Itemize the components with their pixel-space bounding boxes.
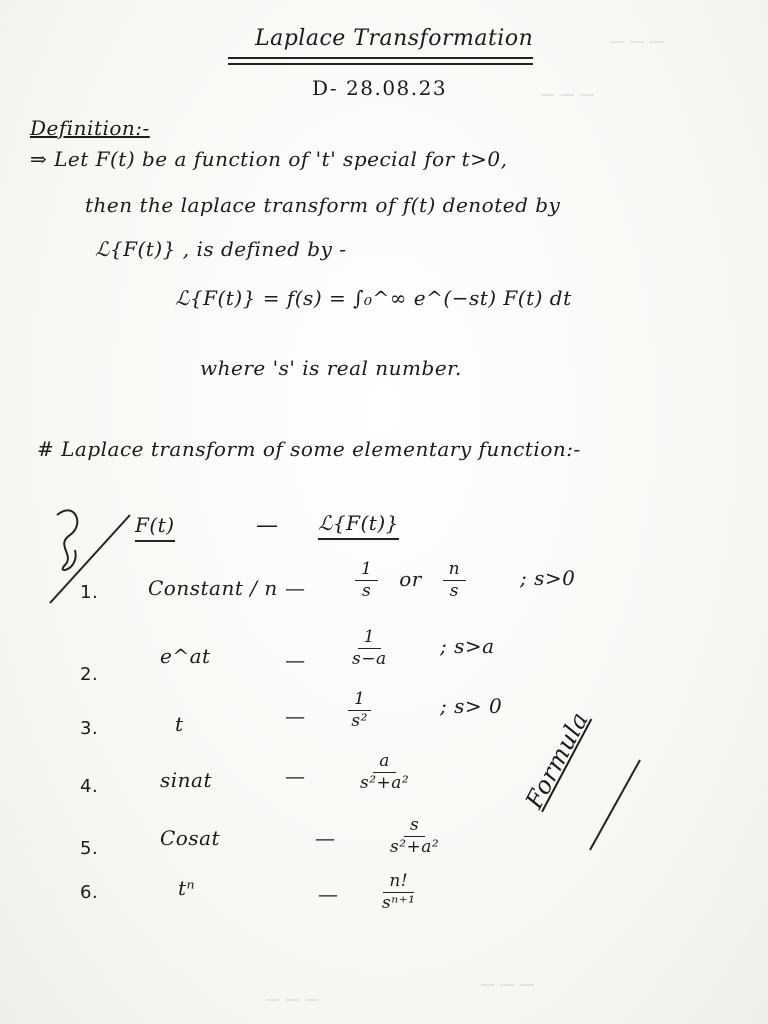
row-number: 6. (80, 882, 99, 903)
row-dash: — (285, 576, 306, 600)
title-underline (228, 57, 533, 65)
row-condition: ; s>a (440, 634, 495, 658)
row-dash: — (285, 764, 306, 788)
row-number: 1. (80, 582, 99, 603)
formula-side-label: Formula (520, 707, 595, 814)
row-condition: ; s> 0 (440, 694, 503, 718)
row-dash: — (318, 882, 339, 906)
row-dash: — (285, 648, 306, 672)
definition-formula: ℒ{F(t)} = f(s) = ∫₀^∞ e^(−st) F(t) dt (175, 286, 572, 310)
bleed-through-text: — — — (540, 85, 595, 103)
definition-line-2: then the laplace transform of f(t) denoted by (85, 193, 561, 217)
definition-line-1: ⇒ Let F(t) be a function of 't' special for t>0, (30, 147, 508, 171)
row-condition: ; s>0 (520, 566, 576, 590)
definition-line-3: ℒ{F(t)} , is defined by - (95, 237, 347, 261)
row-function: Cosat (160, 826, 221, 850)
table-row (0, 752, 768, 800)
bleed-through-text: — — — (610, 32, 665, 50)
table-row (0, 560, 768, 608)
table-header-transform: ℒ{F(t)} (318, 511, 399, 540)
row-function: tⁿ (178, 876, 196, 900)
row-transform: $\frac{s}{\text{s²+a²}}$ (390, 815, 440, 857)
definition-where: where 's' is real number. (200, 356, 462, 380)
bleed-through-text: — — — (265, 990, 320, 1008)
row-transform: $\frac{1}{\text{s²}}$ (348, 690, 371, 730)
side-label-underline (560, 755, 650, 855)
row-function: e^at (160, 644, 211, 668)
row-number: 5. (80, 838, 99, 859)
date-label: D- 28.08.23 (312, 76, 448, 100)
table-row (0, 872, 768, 920)
row-number: 2. (80, 664, 99, 685)
definition-heading: Definition:- (30, 116, 150, 140)
row-number: 3. (80, 718, 99, 739)
row-number: 4. (80, 776, 99, 797)
page-title: Laplace Transformation (255, 26, 534, 51)
table-row (0, 816, 768, 864)
row-function: sinat (160, 768, 213, 792)
row-transform: $\frac{1}{s}$ or $\frac{n}{s}$ (355, 560, 466, 600)
table-row (0, 690, 768, 738)
table-header-function: F(t) (135, 513, 175, 542)
table-header-dash: — (256, 513, 279, 538)
row-transform: $\frac{a}{\text{s²+a²}}$ (360, 751, 410, 793)
row-function: t (175, 712, 184, 736)
bleed-through-text: — — — (480, 975, 535, 993)
row-dash: — (315, 826, 336, 850)
row-transform: $\frac{1}{s-a}$ (352, 627, 387, 669)
row-transform: $\frac{n!}{\text{sⁿ⁺¹}}$ (382, 871, 416, 913)
section-title: # Laplace transform of some elementary function:- (37, 437, 581, 461)
row-function: Constant / n (148, 576, 278, 600)
row-dash: — (285, 704, 306, 728)
table-row (0, 624, 768, 685)
